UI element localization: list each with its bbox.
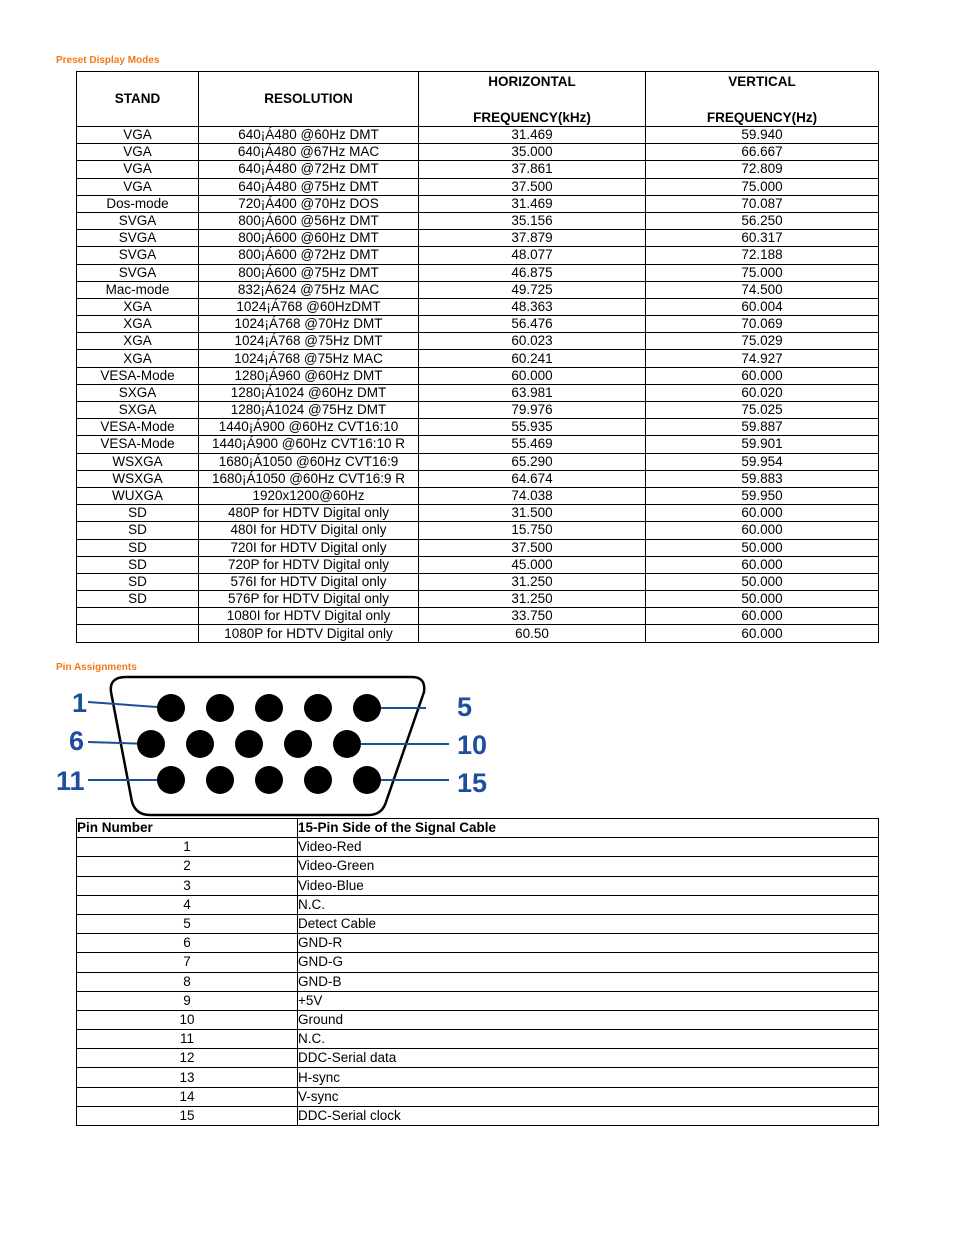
preset-row: [77, 436, 879, 453]
cell-horizontal-freq: 31.250: [419, 573, 646, 590]
cell-stand: SVGA: [77, 230, 199, 247]
cell-horizontal-freq: 31.469: [419, 127, 646, 144]
preset-row: [77, 247, 879, 264]
cell-vertical-freq: 74.927: [646, 350, 879, 367]
cell-vertical-freq: 56.250: [646, 212, 879, 229]
pin-dot: [157, 766, 185, 794]
cell-stand: VGA: [77, 178, 199, 195]
cell-pin-number: 13: [77, 1068, 298, 1087]
preset-row: [77, 144, 879, 161]
cell-vertical-freq: 60.020: [646, 384, 879, 401]
preset-row: [77, 453, 879, 470]
pin-assignments-body: [77, 819, 879, 1126]
cell-horizontal-freq: 37.500: [419, 178, 646, 195]
cell-horizontal-freq: 35.000: [419, 144, 646, 161]
cell-vertical-freq: 59.901: [646, 436, 879, 453]
header-vertical-top: VERTICAL: [728, 73, 796, 89]
pin-dot: [353, 694, 381, 722]
cell-resolution: 640¡Á480 @72Hz DMT: [199, 161, 419, 178]
cell-stand: VGA: [77, 161, 199, 178]
cell-resolution: 1080P for HDTV Digital only: [199, 625, 419, 642]
preset-row: [77, 350, 879, 367]
cell-resolution: 1024¡Á768 @60HzDMT: [199, 298, 419, 315]
cell-vertical-freq: 70.087: [646, 195, 879, 212]
cell-vertical-freq: 60.000: [646, 505, 879, 522]
cell-stand: Mac-mode: [77, 281, 199, 298]
cell-stand: SD: [77, 573, 199, 590]
cell-horizontal-freq: 74.038: [419, 487, 646, 504]
cell-pin-number: 14: [77, 1087, 298, 1106]
cell-horizontal-freq: 37.879: [419, 230, 646, 247]
cell-vertical-freq: 75.000: [646, 264, 879, 281]
cell-vertical-freq: 74.500: [646, 281, 879, 298]
cell-horizontal-freq: 37.500: [419, 539, 646, 556]
cell-stand: Dos-mode: [77, 195, 199, 212]
cell-horizontal-freq: 55.469: [419, 436, 646, 453]
cell-vertical-freq: 50.000: [646, 573, 879, 590]
cell-vertical-freq: 60.000: [646, 625, 879, 642]
cell-stand: VGA: [77, 144, 199, 161]
preset-row: [77, 298, 879, 315]
cell-pin-number: 1: [77, 838, 298, 857]
cell-stand: VGA: [77, 127, 199, 144]
cell-stand: SVGA: [77, 212, 199, 229]
cell-vertical-freq: 66.667: [646, 144, 879, 161]
pin-row: [77, 1010, 879, 1029]
pin-label: 10: [457, 730, 488, 760]
cell-pin-signal: GND-G: [298, 953, 879, 972]
cell-resolution: 1080I for HDTV Digital only: [199, 608, 419, 625]
header-vertical: [646, 72, 879, 127]
cell-pin-signal: GND-R: [298, 934, 879, 953]
preset-row: [77, 281, 879, 298]
cell-horizontal-freq: 31.500: [419, 505, 646, 522]
cell-stand: VESA-Mode: [77, 436, 199, 453]
preset-row: [77, 539, 879, 556]
pin-row: [77, 1087, 879, 1106]
pin-row: [77, 914, 879, 933]
cell-horizontal-freq: 48.077: [419, 247, 646, 264]
pin-row: [77, 972, 879, 991]
cell-horizontal-freq: 15.750: [419, 522, 646, 539]
pin-row: [77, 895, 879, 914]
pin-assignments-title: Pin Assignments: [56, 662, 137, 673]
preset-row: [77, 419, 879, 436]
pin-dot: [284, 730, 312, 758]
pin-row: [77, 953, 879, 972]
preset-row: [77, 127, 879, 144]
preset-row: [77, 230, 879, 247]
cell-horizontal-freq: 63.981: [419, 384, 646, 401]
cell-resolution: 576I for HDTV Digital only: [199, 573, 419, 590]
cell-stand: SXGA: [77, 402, 199, 419]
pin-row: [77, 1068, 879, 1087]
cell-resolution: 800¡Á600 @60Hz DMT: [199, 230, 419, 247]
cell-resolution: 800¡Á600 @56Hz DMT: [199, 212, 419, 229]
cell-resolution: 720¡Á400 @70Hz DOS: [199, 195, 419, 212]
pin-label: 5: [457, 692, 473, 722]
cell-pin-signal: Video-Green: [298, 857, 879, 876]
preset-row: [77, 264, 879, 281]
cell-pin-number: 8: [77, 972, 298, 991]
cell-stand: WSXGA: [77, 470, 199, 487]
preset-row: [77, 608, 879, 625]
pin-dot: [235, 730, 263, 758]
preset-header-row: [77, 72, 879, 127]
cell-horizontal-freq: 33.750: [419, 608, 646, 625]
header-horizontal: [419, 72, 646, 127]
cell-vertical-freq: 60.000: [646, 522, 879, 539]
cell-horizontal-freq: 65.290: [419, 453, 646, 470]
pin-dot: [206, 694, 234, 722]
preset-row: [77, 161, 879, 178]
cell-pin-signal: Video-Red: [298, 838, 879, 857]
preset-modes-title: Preset Display Modes: [56, 55, 160, 66]
cell-horizontal-freq: 60.50: [419, 625, 646, 642]
cell-stand: [77, 608, 199, 625]
cell-vertical-freq: 60.000: [646, 608, 879, 625]
cell-horizontal-freq: 35.156: [419, 212, 646, 229]
cell-horizontal-freq: 79.976: [419, 402, 646, 419]
cell-vertical-freq: 75.025: [646, 402, 879, 419]
cell-horizontal-freq: 31.250: [419, 591, 646, 608]
pin-row: [77, 1030, 879, 1049]
cell-pin-signal: DDC-Serial data: [298, 1049, 879, 1068]
pin-row: [77, 1049, 879, 1068]
cell-vertical-freq: 75.000: [646, 178, 879, 195]
cell-vertical-freq: 60.004: [646, 298, 879, 315]
cell-pin-signal: N.C.: [298, 1030, 879, 1049]
cell-vertical-freq: 75.029: [646, 333, 879, 350]
cell-stand: SD: [77, 505, 199, 522]
pin-label: 1: [72, 688, 88, 718]
pin-dot: [255, 694, 283, 722]
cell-resolution: 640¡Á480 @60Hz DMT: [199, 127, 419, 144]
preset-row: [77, 178, 879, 195]
cell-horizontal-freq: 49.725: [419, 281, 646, 298]
pin-dot: [186, 730, 214, 758]
cell-resolution: 800¡Á600 @75Hz DMT: [199, 264, 419, 281]
cell-resolution: 1024¡Á768 @70Hz DMT: [199, 316, 419, 333]
pin-label: 6: [69, 726, 85, 756]
cell-resolution: 720P for HDTV Digital only: [199, 556, 419, 573]
header-signal: 15-Pin Side of the Signal Cable: [298, 819, 879, 838]
preset-row: [77, 316, 879, 333]
pin-dot: [333, 730, 361, 758]
pin-label: 11: [56, 766, 85, 796]
preset-row: [77, 625, 879, 642]
header-horizontal-top: HORIZONTAL: [488, 73, 576, 89]
header-stand: STAND: [77, 72, 199, 127]
preset-row: [77, 556, 879, 573]
cell-stand: SD: [77, 591, 199, 608]
pin-row: [77, 857, 879, 876]
cell-horizontal-freq: 37.861: [419, 161, 646, 178]
cell-pin-number: 5: [77, 914, 298, 933]
cell-horizontal-freq: 55.935: [419, 419, 646, 436]
preset-row: [77, 573, 879, 590]
cell-stand: WUXGA: [77, 487, 199, 504]
cell-stand: XGA: [77, 316, 199, 333]
pin-row: [77, 876, 879, 895]
preset-row: [77, 384, 879, 401]
cell-stand: SD: [77, 522, 199, 539]
cell-vertical-freq: 60.317: [646, 230, 879, 247]
cell-resolution: 720I for HDTV Digital only: [199, 539, 419, 556]
pin-dot: [304, 766, 332, 794]
cell-resolution: 1024¡Á768 @75Hz DMT: [199, 333, 419, 350]
cell-stand: SVGA: [77, 264, 199, 281]
cell-stand: XGA: [77, 333, 199, 350]
cell-pin-signal: DDC-Serial clock: [298, 1106, 879, 1125]
cell-pin-signal: GND-B: [298, 972, 879, 991]
cell-pin-number: 15: [77, 1106, 298, 1125]
cell-pin-number: 12: [77, 1049, 298, 1068]
preset-modes-body: [77, 127, 879, 643]
cell-stand: SD: [77, 556, 199, 573]
cell-resolution: 576P for HDTV Digital only: [199, 591, 419, 608]
preset-row: [77, 470, 879, 487]
pin-assignments-table: [76, 818, 879, 1126]
cell-stand: SVGA: [77, 247, 199, 264]
cell-horizontal-freq: 60.023: [419, 333, 646, 350]
cell-vertical-freq: 50.000: [646, 591, 879, 608]
cell-horizontal-freq: 46.875: [419, 264, 646, 281]
pin-dot: [304, 694, 332, 722]
preset-modes-table: [76, 71, 879, 643]
cell-vertical-freq: 72.188: [646, 247, 879, 264]
cell-pin-number: 9: [77, 991, 298, 1010]
pin-header-row: [77, 819, 879, 838]
cell-resolution: 1280¡Á1024 @60Hz DMT: [199, 384, 419, 401]
cell-vertical-freq: 70.069: [646, 316, 879, 333]
cell-vertical-freq: 60.000: [646, 367, 879, 384]
cell-pin-number: 2: [77, 857, 298, 876]
header-resolution: RESOLUTION: [199, 72, 419, 127]
preset-row: [77, 402, 879, 419]
cell-pin-signal: +5V: [298, 991, 879, 1010]
cell-horizontal-freq: 64.674: [419, 470, 646, 487]
pin-dot: [353, 766, 381, 794]
cell-vertical-freq: 59.950: [646, 487, 879, 504]
cell-vertical-freq: 59.887: [646, 419, 879, 436]
cell-horizontal-freq: 48.363: [419, 298, 646, 315]
cell-resolution: 1440¡Á900 @60Hz CVT16:10 R: [199, 436, 419, 453]
cell-pin-signal: Ground: [298, 1010, 879, 1029]
cell-resolution: 1280¡Á960 @60Hz DMT: [199, 367, 419, 384]
vga-connector-diagram: [54, 672, 504, 820]
pin-row: [77, 838, 879, 857]
cell-resolution: 480P for HDTV Digital only: [199, 505, 419, 522]
preset-row: [77, 522, 879, 539]
cell-resolution: 832¡Á624 @75Hz MAC: [199, 281, 419, 298]
pin-row: [77, 934, 879, 953]
cell-horizontal-freq: 31.469: [419, 195, 646, 212]
preset-row: [77, 195, 879, 212]
cell-pin-signal: V-sync: [298, 1087, 879, 1106]
cell-resolution: 1280¡Á1024 @75Hz DMT: [199, 402, 419, 419]
cell-resolution: 1680¡Á1050 @60Hz CVT16:9: [199, 453, 419, 470]
preset-row: [77, 333, 879, 350]
cell-pin-number: 7: [77, 953, 298, 972]
cell-pin-signal: Detect Cable: [298, 914, 879, 933]
cell-stand: VESA-Mode: [77, 367, 199, 384]
pin-label: 15: [457, 768, 488, 798]
cell-stand: SD: [77, 539, 199, 556]
pin-row: [77, 991, 879, 1010]
preset-row: [77, 487, 879, 504]
cell-resolution: 1680¡Á1050 @60Hz CVT16:9 R: [199, 470, 419, 487]
cell-pin-number: 6: [77, 934, 298, 953]
header-pin-number: Pin Number: [77, 819, 298, 838]
pin-dot: [206, 766, 234, 794]
cell-stand: [77, 625, 199, 642]
cell-resolution: 1024¡Á768 @75Hz MAC: [199, 350, 419, 367]
cell-horizontal-freq: 60.000: [419, 367, 646, 384]
cell-pin-number: 11: [77, 1030, 298, 1049]
cell-stand: XGA: [77, 298, 199, 315]
preset-row: [77, 367, 879, 384]
cell-vertical-freq: 72.809: [646, 161, 879, 178]
cell-vertical-freq: 59.940: [646, 127, 879, 144]
pin-dot: [255, 766, 283, 794]
cell-vertical-freq: 50.000: [646, 539, 879, 556]
cell-resolution: 640¡Á480 @75Hz DMT: [199, 178, 419, 195]
cell-vertical-freq: 59.883: [646, 470, 879, 487]
preset-row: [77, 505, 879, 522]
cell-pin-signal: N.C.: [298, 895, 879, 914]
cell-resolution: 1920x1200@60Hz: [199, 487, 419, 504]
cell-pin-signal: H-sync: [298, 1068, 879, 1087]
cell-vertical-freq: 59.954: [646, 453, 879, 470]
cell-stand: VESA-Mode: [77, 419, 199, 436]
cell-horizontal-freq: 56.476: [419, 316, 646, 333]
preset-row: [77, 591, 879, 608]
cell-stand: WSXGA: [77, 453, 199, 470]
cell-pin-number: 3: [77, 876, 298, 895]
header-vertical-bottom: FREQUENCY(Hz): [706, 109, 818, 125]
preset-row: [77, 212, 879, 229]
cell-pin-number: 4: [77, 895, 298, 914]
cell-stand: SXGA: [77, 384, 199, 401]
pin-dot: [137, 730, 165, 758]
cell-resolution: 640¡Á480 @67Hz MAC: [199, 144, 419, 161]
pin-dot: [157, 694, 185, 722]
cell-horizontal-freq: 60.241: [419, 350, 646, 367]
cell-horizontal-freq: 45.000: [419, 556, 646, 573]
cell-resolution: 480I for HDTV Digital only: [199, 522, 419, 539]
cell-pin-number: 10: [77, 1010, 298, 1029]
cell-pin-signal: Video-Blue: [298, 876, 879, 895]
cell-vertical-freq: 60.000: [646, 556, 879, 573]
cell-resolution: 1440¡Á900 @60Hz CVT16:10: [199, 419, 419, 436]
cell-resolution: 800¡Á600 @72Hz DMT: [199, 247, 419, 264]
header-horizontal-bottom: FREQUENCY(kHz): [473, 109, 591, 125]
cell-stand: XGA: [77, 350, 199, 367]
pin-row: [77, 1106, 879, 1125]
